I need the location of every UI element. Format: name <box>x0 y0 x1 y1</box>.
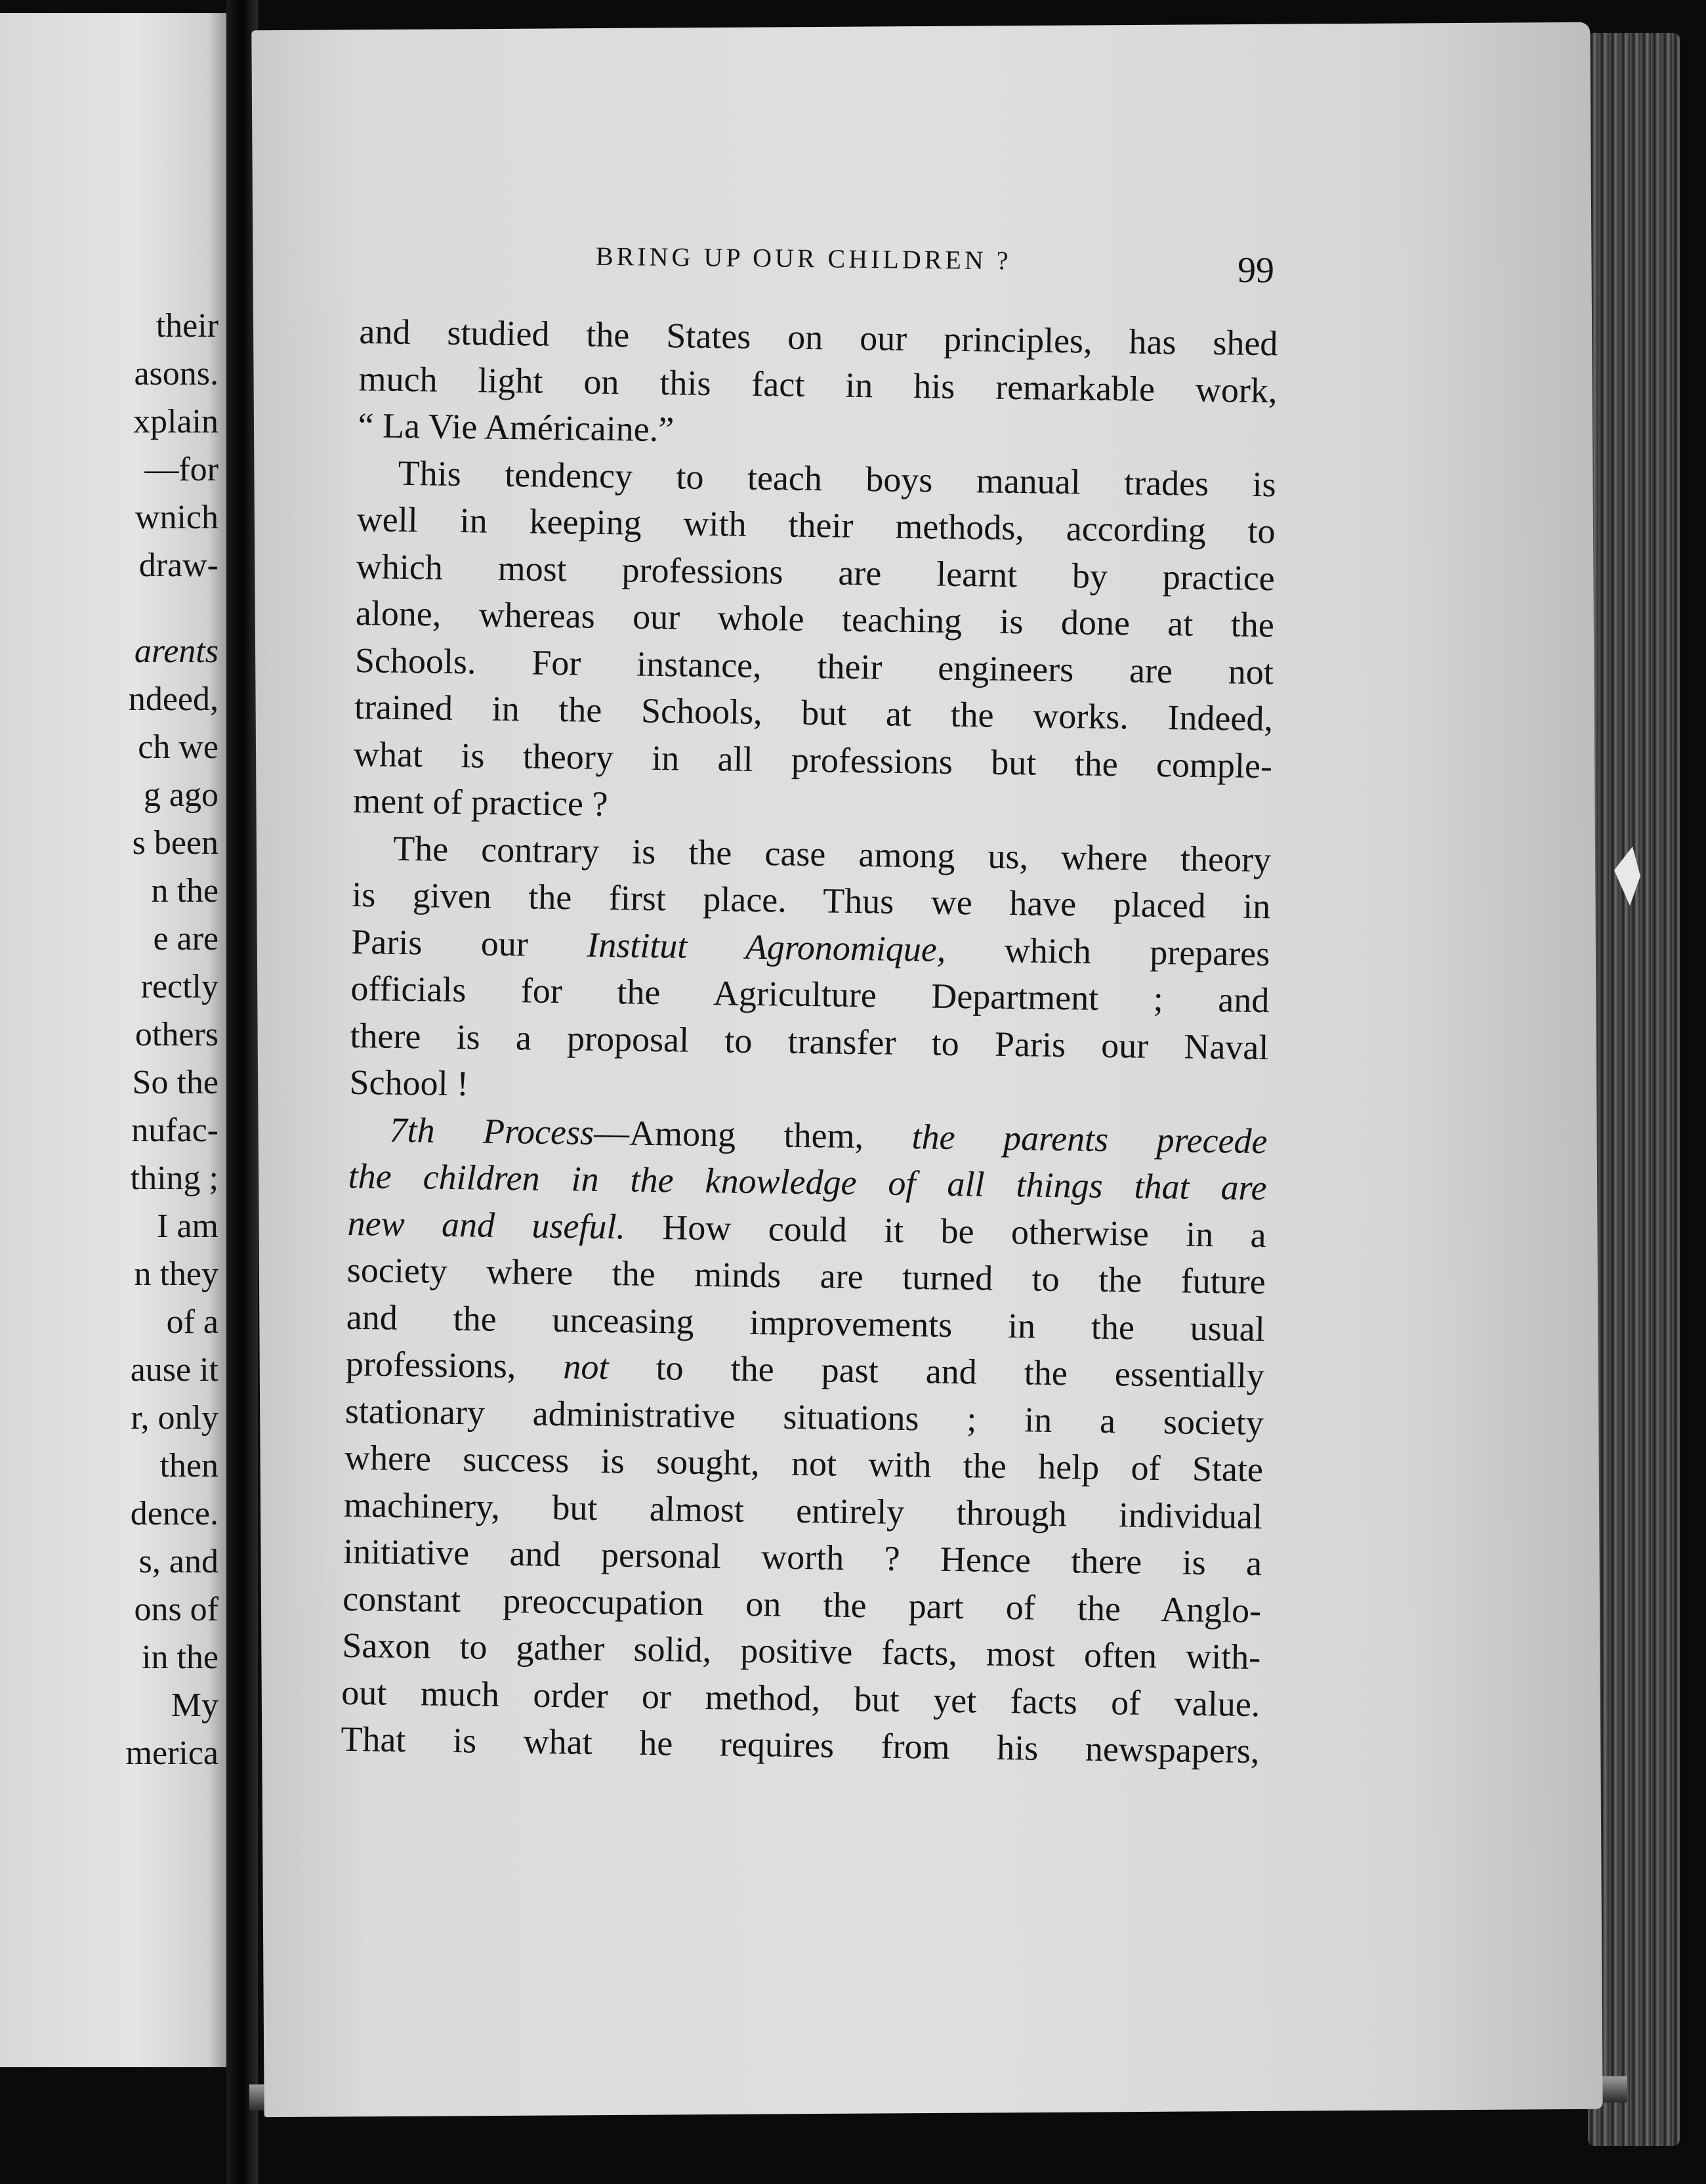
left-fragment: in the <box>142 1639 218 1676</box>
emphasis-run: not <box>563 1347 609 1387</box>
text-line: School ! <box>349 1062 469 1104</box>
text-run: which prepares <box>1004 930 1270 973</box>
text-line: society where the minds are turned to the future <box>346 1250 1266 1302</box>
text-run: —Among them, <box>593 1112 864 1156</box>
left-fragment: wnich <box>135 499 218 536</box>
emphasis-run: the parents precede <box>911 1116 1268 1161</box>
left-fragment: r, only <box>131 1399 218 1437</box>
emphasis-run: new and useful. <box>347 1203 626 1246</box>
left-fragment: e are <box>153 920 218 957</box>
left-fragment: n they <box>134 1255 218 1293</box>
text-line: trained in the Schools, but at the works. Indeed, <box>354 686 1274 739</box>
running-head: BRING UP OUR CHILDREN ? <box>595 241 1012 276</box>
text-line: stationary administrative situations ; in a society <box>344 1391 1264 1442</box>
text-line: That is what he requires from his newspapers, <box>341 1719 1260 1771</box>
text-line: The contrary is the case among us, where theory <box>392 828 1272 879</box>
left-fragment: g ago <box>143 776 218 814</box>
left-page <box>0 13 226 2067</box>
left-fragment: s, and <box>138 1543 218 1580</box>
process-heading: 7th Process <box>389 1110 594 1152</box>
text-line: officials for the Agriculture Department ; and <box>350 968 1270 1020</box>
text-line: alone, whereas our whole teaching is done at the <box>355 593 1275 645</box>
text-line: what is theory in all professions but the comple- <box>353 734 1273 786</box>
left-fragment: then <box>159 1447 218 1484</box>
text-run: to the past and the essentially <box>655 1348 1265 1396</box>
text-run: professions, <box>345 1343 516 1386</box>
left-fragment: —for <box>144 451 218 488</box>
text-line: This tendency to teach boys manual trades is <box>398 453 1277 504</box>
left-fragment: nufac- <box>131 1112 218 1149</box>
text-line: “ La Vie Américaine.” <box>358 405 675 450</box>
left-fragment: merica <box>125 1734 218 1772</box>
body-text <box>341 308 1278 1775</box>
text-line: and studied the States on our principles, has shed <box>359 311 1278 364</box>
left-fragment: ons of <box>134 1591 218 1628</box>
left-fragment: others <box>135 1016 218 1053</box>
left-fragment: My <box>171 1687 218 1724</box>
left-fragment: rectly <box>140 968 218 1005</box>
text-line: is given the first place. Thus we have placed in <box>351 874 1271 927</box>
left-fragment: I am <box>157 1208 218 1245</box>
text-run: Paris our <box>350 921 529 963</box>
page-number: 99 <box>1237 249 1275 291</box>
left-fragment: thing ; <box>130 1160 218 1197</box>
text-run: How could it be otherwise in a <box>662 1207 1267 1255</box>
text-line: out much order or method, but yet facts of value. <box>341 1672 1260 1724</box>
left-fragment: their <box>156 307 218 345</box>
left-fragment: of a <box>166 1303 218 1341</box>
left-fragment: ause it <box>130 1351 218 1389</box>
left-paragraph-gap <box>2 589 218 627</box>
left-page-text-fragments <box>2 302 218 1777</box>
text-line: Schools. For instance, their engineers are not <box>354 640 1274 692</box>
text-line: there is a proposal to transfer to Paris our Naval <box>350 1015 1269 1067</box>
left-fragment: ch we <box>138 728 218 766</box>
text-line: which most professions are learnt by practice <box>356 546 1276 598</box>
italic-title: Institut Agronomique, <box>586 925 946 969</box>
text-line: and the unceasing improvements in the usual <box>346 1297 1266 1349</box>
text-line: machinery, but almost entirely through individual <box>343 1484 1263 1536</box>
text-line: much light on this fact in his remarkable work, <box>358 358 1278 410</box>
left-fragment: ndeed, <box>128 681 218 718</box>
text-line: well in keeping with their methods, according to <box>356 499 1276 551</box>
text-line: constant preoccupation on the part of the Anglo- <box>342 1578 1262 1630</box>
left-fragment: draw- <box>138 547 218 584</box>
left-fragment: So the <box>132 1064 218 1101</box>
left-fragment: dence. <box>130 1495 218 1532</box>
left-fragment: n the <box>151 872 218 910</box>
text-line: initiative and personal worth ? Hence there is a <box>343 1531 1262 1584</box>
text-line: where success is sought, not with the help of State <box>344 1437 1264 1490</box>
left-fragment: xplain <box>133 403 218 440</box>
left-fragment: s been <box>132 824 218 862</box>
text-line: Saxon to gather solid, positive facts, most often with- <box>341 1625 1261 1677</box>
text-line: ment of practice ? <box>352 780 608 824</box>
left-fragment: arents <box>134 633 218 670</box>
text-line: the children in the knowledge of all things that are <box>348 1156 1267 1208</box>
page-edges <box>1588 33 1680 2146</box>
left-fragment: asons. <box>134 355 218 392</box>
